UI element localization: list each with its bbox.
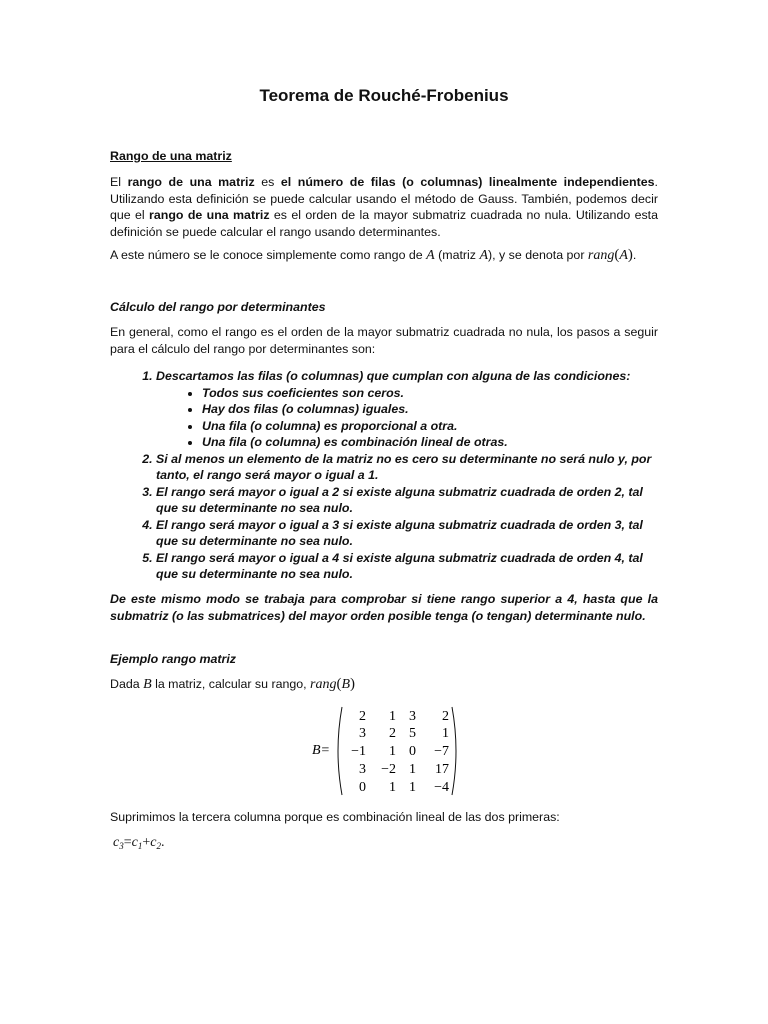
eq-sub: 1: [137, 841, 143, 851]
matrix-cell: −4: [434, 780, 449, 795]
condition-item: • Todos sus coeficientes son ceros.: [202, 385, 658, 402]
condition-item: • Hay dos filas (o columnas) iguales.: [202, 401, 658, 418]
step-item: 3. El rango será mayor o igual a 2 si existe alguna submatriz cuadrada de orden 2, tal que su determinante no sea nulo.: [156, 484, 658, 517]
math-paren: (: [614, 247, 620, 263]
eq-end: .: [160, 835, 165, 850]
text-run: .: [632, 248, 637, 262]
text-run: es: [254, 175, 281, 189]
bold-run: rango de una matriz: [127, 175, 255, 189]
matrix-cell: 3: [359, 726, 366, 741]
eq-var: c: [131, 835, 138, 850]
bold-run: rango de una matriz: [149, 208, 270, 222]
eq-var: c: [113, 835, 120, 850]
matrix-cell: 1: [389, 709, 396, 724]
suprimimos-text: Suprimimos la tercera columna porque es combinación lineal de las dos primeras:: [110, 810, 560, 824]
section-heading-ejemplo: Ejemplo rango matriz: [110, 652, 236, 666]
equation: [113, 835, 164, 850]
section-heading-determinantes: Cálculo del rango por determinantes: [110, 300, 326, 314]
notation-text: [110, 247, 658, 265]
example-text: [110, 676, 658, 694]
equation-block: [113, 834, 661, 852]
matrix-cell: 3: [409, 709, 416, 724]
math-symbol: B: [143, 677, 152, 692]
section-rango-heading-block: [110, 148, 658, 165]
text-run: A este número se le conoce simplemente como rango de: [110, 248, 427, 262]
math-symbol: B: [341, 677, 351, 692]
matrix-cell: −7: [434, 744, 449, 759]
intro-text: En general, como el rango es el orden de la mayor submatriz cuadrada no nula, los pasos a seguir para el cálculo del rango por determinantes son:: [110, 325, 658, 356]
eq-plus: +: [142, 835, 151, 850]
eq-sub: 2: [156, 841, 161, 851]
matrix-cell: 17: [435, 762, 449, 777]
step-item: 4. El rango será mayor o igual a 3 si existe alguna submatriz cuadrada de orden 3, tal que su determinante no sea nulo.: [156, 517, 658, 550]
section-ejemplo-heading-block: [110, 651, 658, 668]
eq-sub: 3: [119, 841, 124, 851]
math-symbol: A: [426, 248, 435, 263]
closing-text: De este mismo modo se trabaja para comprobar si tiene rango superior a 4, hasta que la submatriz (o las submatrices) del mayor orden posible tenga (o tengan) determinante nulo.: [110, 592, 658, 623]
matrix-cell: 1: [409, 762, 416, 777]
step-item: 5. El rango será mayor o igual a 4 si existe alguna submatriz cuadrada de orden 4, tal que su determinante no sea nulo.: [156, 550, 658, 583]
matrix-cell: 0: [409, 744, 416, 759]
text-run: ), y se denota por: [488, 248, 588, 262]
math-function: rang: [587, 248, 615, 263]
section-determinantes-heading-block: [110, 299, 658, 316]
text-run: El: [110, 175, 128, 189]
condition-item: • Una fila (o columna) es proporcional a otra.: [202, 418, 658, 435]
matrix-b: [310, 705, 470, 797]
matrix-cells: [351, 709, 449, 795]
paragraph-definition: [110, 174, 658, 240]
matrix-cell: 1: [389, 780, 396, 795]
text-run: es el orden de la mayor submatriz cuadrada no nula. Utilizando esta definición se puede calcular el rango usando determinantes.: [110, 208, 659, 239]
matrix-cell: 1: [442, 726, 449, 741]
text-run: . Utilizando esta definición se puede calcular usando el método de Gauss. También, podemos decir que el: [110, 175, 658, 222]
step-item: [156, 368, 658, 451]
matrix-cell: 0: [359, 780, 366, 795]
math-symbol: A: [619, 248, 628, 263]
paragraph-example: [110, 676, 658, 694]
matrix-cell: 2: [359, 709, 366, 724]
matrix-b-svg: [310, 705, 470, 797]
step-item: 2. Si al menos un elemento de la matriz no es cero su determinante no será nulo y, por tanto, el rango será mayor o igual a 1.: [156, 451, 658, 484]
text-run: Dada: [110, 677, 144, 691]
math-function: rang: [310, 677, 337, 692]
math-paren: ): [627, 247, 633, 263]
conditions-list: [156, 385, 658, 451]
section-heading-rango: Rango de una matriz: [110, 149, 232, 163]
text-run: (matriz: [434, 248, 480, 262]
steps-list-block: [110, 368, 658, 583]
matrix-label: B=: [312, 743, 330, 758]
steps-list: [110, 368, 658, 583]
math-symbol: A: [479, 248, 489, 263]
eq-sign: =: [123, 835, 132, 850]
paragraph-closing: [110, 591, 658, 624]
left-paren-icon: [338, 707, 342, 795]
matrix-cell: 1: [409, 780, 416, 795]
matrix-cell: 1: [389, 744, 396, 759]
condition-item: • Una fila (o columna) es combinación lineal de otras.: [202, 434, 658, 451]
math-paren: ): [350, 676, 356, 692]
text-run: la matriz, calcular su rango,: [151, 677, 311, 691]
matrix-cell: 2: [389, 726, 396, 741]
paragraph-suprimimos: [110, 809, 658, 826]
bold-run: el número de filas (o columnas) linealmente independientes: [280, 175, 655, 189]
matrix-cell: −1: [351, 744, 366, 759]
definition-text: [110, 174, 658, 240]
matrix-cell: 3: [359, 762, 366, 777]
matrix-cell: 2: [442, 709, 449, 724]
right-paren-icon: [452, 707, 456, 795]
math-paren: (: [336, 676, 342, 692]
paragraph-intro: [110, 324, 658, 357]
page-title: Teorema de Rouché-Frobenius: [259, 86, 509, 105]
eq-var: c: [150, 835, 157, 850]
step-text: Descartamos las filas (o columnas) que cumplan con alguna de las condiciones:: [156, 369, 631, 383]
matrix-cell: 5: [409, 726, 416, 741]
paragraph-notation: [110, 247, 658, 265]
matrix-cell: −2: [381, 762, 396, 777]
